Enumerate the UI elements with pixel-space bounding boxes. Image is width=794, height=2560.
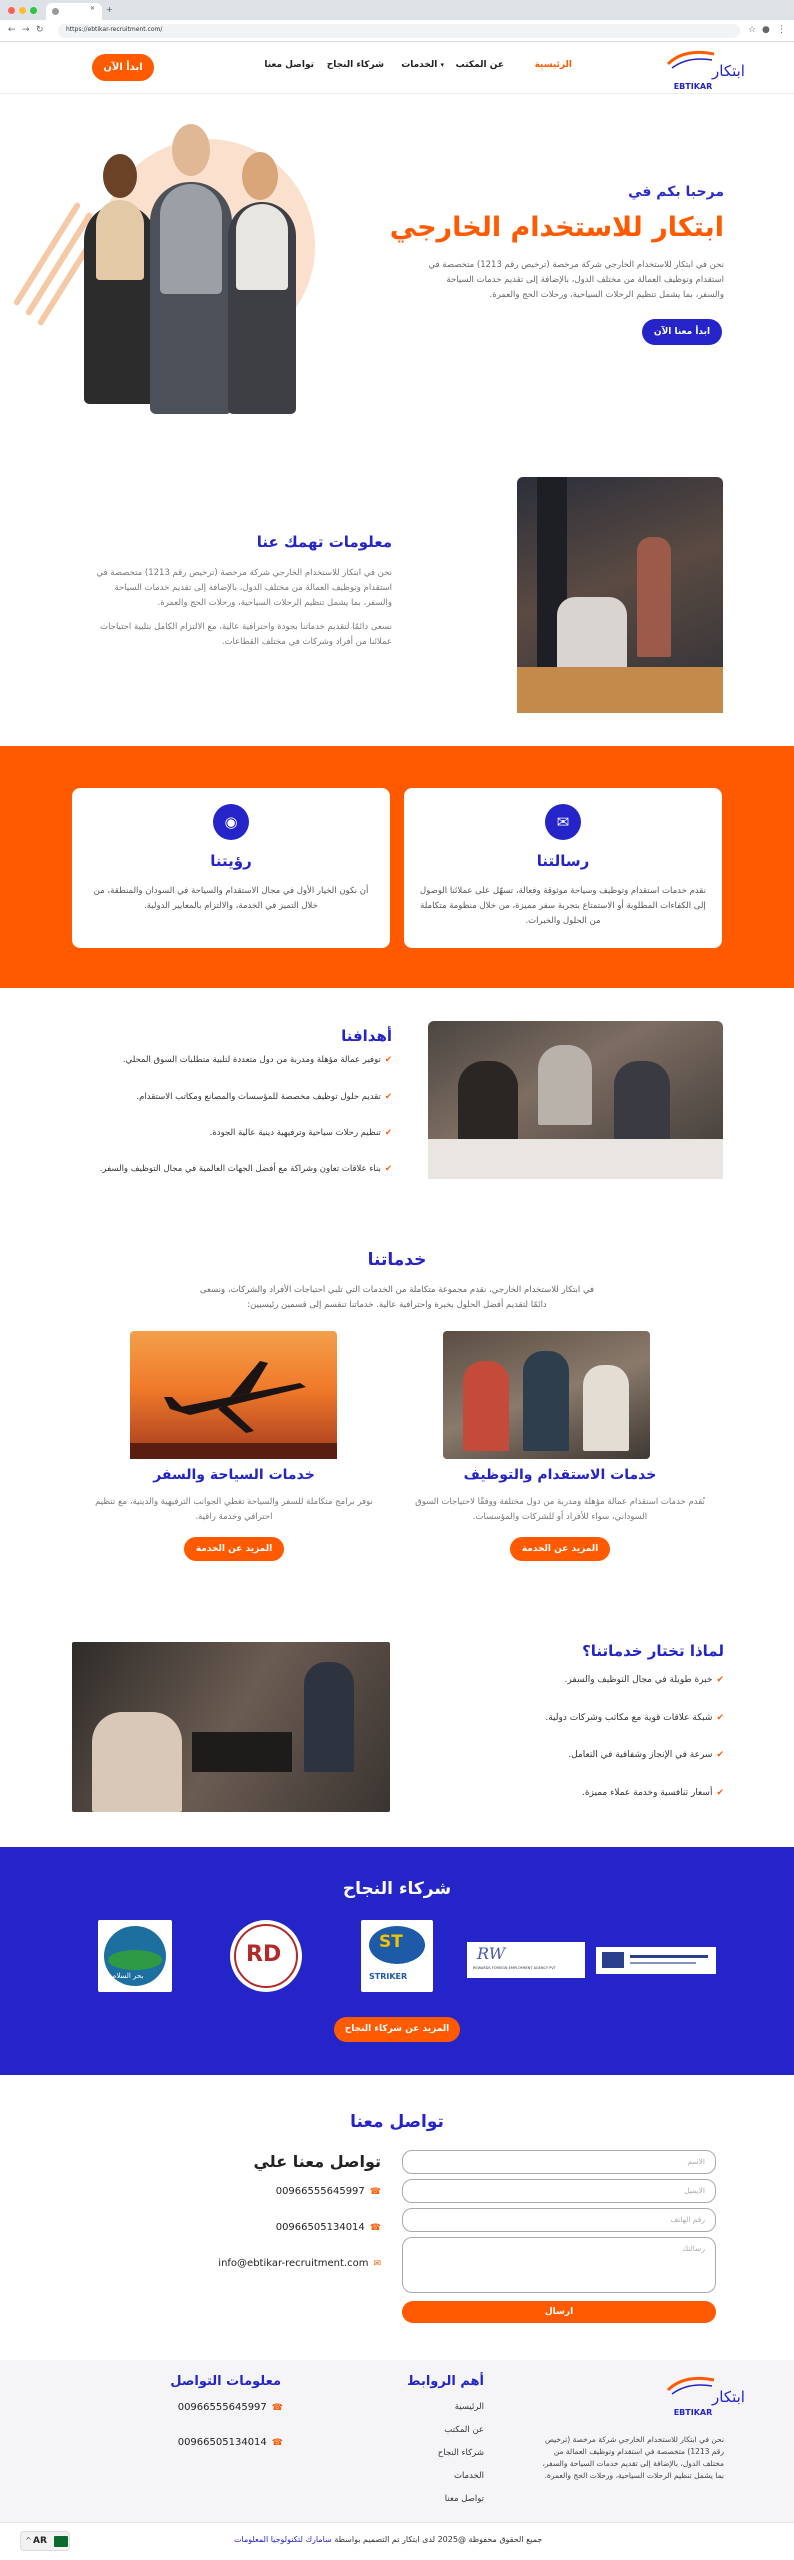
decor-stripe (13, 202, 82, 307)
image-detail (614, 1061, 670, 1151)
mission-vision-section (0, 746, 794, 988)
mission-card (404, 788, 722, 948)
check-icon: ✔ (384, 1128, 392, 1138)
phone-icon: ☎ (369, 2223, 381, 2233)
start-now-button[interactable]: ابدأ الآن (92, 54, 154, 81)
person-figure (236, 204, 288, 290)
image-detail (192, 1732, 292, 1772)
goal-item (136, 1092, 392, 1102)
image-detail (304, 1662, 354, 1772)
start-with-us-button[interactable]: ابدأ معنا الآن (642, 319, 722, 345)
nav-partners[interactable]: شركاء النجاح (326, 60, 384, 70)
phone-text: 00966555645997 (275, 2186, 365, 2197)
nav-contact[interactable]: تواصل معنا (264, 60, 314, 70)
maximize-window-button[interactable] (30, 7, 37, 14)
logo-shape (602, 1952, 624, 1968)
profile-icon[interactable]: ● (762, 25, 770, 35)
partners-title: شركاء النجاح (342, 1879, 452, 1899)
recruitment-service-title: خدمات الاستقدام والتوظيف (463, 1467, 657, 1483)
browser-toolbar (0, 20, 794, 42)
copyright-label: جميع الحقوق محفوظة @2025 لدى ابتكار تم التصميم بواسطة (334, 2535, 543, 2544)
email-icon: ✉ (373, 2259, 381, 2269)
footer-link[interactable]: عن المكتب (444, 2425, 484, 2435)
travel-service-text: نوفر برامج متكاملة للسفر والسياحة تغطي الجوانب الترفيهية والدينية، مع تنظيم احترافي وخدمة راقية. (95, 1497, 373, 1522)
footer-link[interactable]: الرئيسية (454, 2402, 484, 2412)
goals-title: أهدافنا (341, 1027, 392, 1045)
why-text: سرعة في الإنجاز وشفافية في التعامل. (568, 1750, 713, 1760)
svg-text:EBTIKAR: EBTIKAR (673, 82, 713, 91)
svg-text:EBTIKAR: EBTIKAR (673, 2408, 713, 2417)
address-bar[interactable] (58, 24, 740, 38)
phone-text: 00966555645997 (177, 2402, 267, 2413)
goal-item (123, 1055, 392, 1065)
travel-service-title: خدمات السياحة والسفر (153, 1467, 315, 1483)
goal-text: بناء علاقات تعاون وشراكة مع أفضل الجهات العالمية في مجال التوظيف والسفر. (99, 1164, 381, 1174)
person-head (172, 124, 210, 176)
person-figure (160, 184, 222, 294)
back-icon[interactable]: ← (8, 25, 16, 35)
image-detail (517, 667, 723, 713)
logo-caption: بحر السلام (112, 1972, 144, 1980)
svg-text:ابتكار: ابتكار (712, 2388, 745, 2406)
goal-item (210, 1128, 392, 1138)
recruitment-service-text: نُقدم خدمات استقدام عمالة مؤهلة ومدربة من دول مختلفة ووفقًا لاحتياجات السوق السوداني، سواء للأفراد أو للشركات والمؤسسات. (415, 1497, 705, 1522)
services-title: خدماتنا (367, 1250, 427, 1270)
phone-icon: ☎ (369, 2187, 381, 2197)
footer-description: نحن في ابتكار للاستخدام الخارجي شركة مرخصة (ترخيص رقم 1213) متخصصة في استقدام وتوظيف العمالة من مختلف الدول، بالإضافة إلى تقديم خدمات السياحة والسفر، بما يشمل تنظيم الرحلات السياحية، ورحلات الحج والعمرة. (542, 2435, 724, 2480)
check-icon: ✔ (384, 1055, 392, 1065)
contact-email[interactable] (218, 2258, 381, 2269)
about-paragraph: نسعى دائمًا لتقديم خدماتنا بجودة واحترافية عالية، مع الالتزام الكامل بتلبية احتياجات عملائنا من أفراد وشركات في مختلف القطاعات. (100, 622, 392, 647)
tab-strip (0, 0, 794, 20)
logo-shape (630, 1955, 708, 1958)
image-detail (538, 1045, 592, 1125)
submit-button[interactable]: ارسال (402, 2301, 716, 2323)
chevron-down-icon: ▾ (440, 61, 444, 69)
about-office-image (517, 477, 723, 713)
why-text: أسعار تنافسية وخدمة عملاء مميزة. (581, 1788, 713, 1798)
check-icon: ✔ (716, 1713, 724, 1723)
why-item (582, 1788, 724, 1798)
goal-text: تقديم حلول توظيف مخصصة للمؤسسات والمصانع ومكاتب الاستقدام. (136, 1092, 381, 1102)
image-detail (463, 1361, 509, 1451)
check-icon: ✔ (716, 1750, 724, 1760)
footer-link[interactable]: شركاء النجاح (437, 2448, 484, 2458)
nav-services-label: الخدمات (401, 60, 438, 70)
logo-shape (108, 1950, 162, 1970)
close-window-button[interactable] (8, 7, 15, 14)
chevron-up-icon: ^ (25, 2536, 32, 2545)
footer-logo[interactable] (662, 2372, 745, 2418)
language-switcher[interactable] (20, 2531, 70, 2551)
hero-greeting: مرحبا بكم في (628, 184, 724, 200)
person-head (242, 152, 278, 200)
image-detail (523, 1351, 569, 1451)
about-paragraph: نحن في ابتكار للاستخدام الخارجي شركة مرخصة (ترخيص رقم 1213) متخصصة في استقدام وتوظيف العمالة من مختلف الدول، بالإضافة إلى تقديم خدمات السياحة والسفر، بما يشمل تنظيم الرحلات السياحية، ورحلات الحج والعمرة. (96, 568, 392, 608)
language-label: AR (33, 2536, 47, 2546)
logo-shape (630, 1962, 696, 1964)
more-partners-button[interactable]: المزيد عن شركاء النجاح (334, 2017, 460, 2042)
minimize-window-button[interactable] (19, 7, 26, 14)
person-figure (96, 200, 144, 280)
field-placeholder: رقم الهاتف (670, 2215, 705, 2224)
goal-text: تنظيم رحلات سياحية وترفيهية دينية عالية الجودة. (209, 1128, 381, 1138)
vision-title: رؤيتنا (210, 852, 252, 870)
phone-text: 00966505134014 (177, 2437, 267, 2448)
message-field[interactable] (402, 2237, 716, 2293)
field-placeholder: الاسم (687, 2157, 705, 2166)
hero-section (0, 94, 794, 440)
footer-links-title: أهم الروابط (407, 2374, 484, 2389)
nav-home[interactable]: الرئيسية (534, 60, 572, 70)
hero-description: نحن في ابتكار للاستخدام الخارجي شركة مرخصة (ترخيص رقم 1213) متخصصة في استقدام وتوظيف العمالة من مختلف الدول، بالإضافة إلى تقديم خدمات السياحة والسفر، بما يشمل تنظيم الرحلات السياحية، ورحلات الحج والعمرة. (428, 260, 724, 300)
svg-text:ابتكار: ابتكار (712, 62, 745, 80)
copyright-text (234, 2535, 542, 2544)
services-intro: في ابتكار للاستخدام الخارجي، نقدم مجموعة متكاملة من الخدمات التي تلبي احتياجات الأفراد والشركات، ونسعى دائمًا لتقديم أفضل الحلول بخبرة واحترافية عالية. خدماتنا تنقسم إلى قسمين رئيسيين: (199, 1285, 595, 1310)
phone-icon: ☎ (271, 2403, 283, 2413)
contact-phone[interactable] (276, 2222, 381, 2233)
saudi-flag-icon (54, 2536, 68, 2547)
why-item (545, 1713, 724, 1723)
contact-subtitle: تواصل معنا علي (253, 2152, 381, 2171)
phone-field[interactable] (402, 2208, 716, 2232)
site-header (0, 42, 794, 94)
forward-icon[interactable]: → (22, 25, 30, 35)
contact-title: تواصل معنا (350, 2112, 444, 2132)
recruitment-agency-logo[interactable] (596, 1947, 716, 1974)
check-icon: ✔ (384, 1164, 392, 1174)
phone-icon: ☎ (271, 2438, 283, 2448)
mission-title: رسالتنا (536, 852, 590, 870)
footer-phone[interactable] (178, 2437, 283, 2448)
why-us-title: لماذا تختار خدماتنا؟ (582, 1642, 724, 1660)
striker-logo[interactable]: ST STRIKER (361, 1920, 433, 1992)
footer-contact-title: معلومات التواصل (170, 2374, 281, 2389)
goal-item (100, 1164, 392, 1174)
url-text: https://ebtikar-recruitment.com/ (66, 26, 163, 33)
about-title: معلومات تهمك عنا (256, 533, 392, 551)
bahar-al-salam-logo[interactable] (98, 1920, 172, 1992)
field-placeholder: رسالتك (681, 2244, 705, 2253)
why-item (565, 1675, 724, 1685)
copyright-bar (0, 2522, 794, 2560)
nav-services[interactable] (401, 60, 444, 70)
recruitment-service-image (443, 1331, 650, 1459)
check-icon: ✔ (716, 1788, 724, 1798)
person-head (103, 154, 137, 198)
contact-phone[interactable] (276, 2186, 381, 2197)
envelope-icon: ✉ (545, 804, 581, 840)
why-text: شبكة علاقات قوية مع مكاتب وشركات دولية. (545, 1713, 713, 1723)
why-us-image (72, 1642, 390, 1812)
email-text: info@ebtikar-recruitment.com (218, 2258, 369, 2269)
image-detail (92, 1712, 182, 1812)
image-detail (428, 1139, 723, 1179)
favicon-icon (52, 8, 59, 15)
travel-service-image (130, 1331, 337, 1459)
goals-meeting-image (428, 1021, 723, 1179)
image-detail (583, 1365, 629, 1451)
recruitment-more-button[interactable]: المزيد عن الخدمة (510, 1537, 610, 1561)
designer-link[interactable]: سامارك لتكنولوجيا المعلومات (234, 2535, 332, 2544)
browser-chrome (0, 0, 794, 42)
bookmark-star-icon[interactable]: ☆ (748, 25, 757, 35)
why-text: خبرة طويلة في مجال التوظيف والسفر. (564, 1675, 713, 1685)
phone-text: 00966505134014 (275, 2222, 365, 2233)
site-footer (0, 2360, 794, 2522)
image-detail (557, 597, 627, 677)
why-item (568, 1750, 724, 1760)
footer-link[interactable]: تواصل معنا (444, 2494, 484, 2504)
mission-text: نقدم خدمات استقدام وتوظيف وسياحة موثوقة وفعالة، تسهّل على عملائنا الوصول إلى الكفاءات المطلوبة أو الاستمتاع بتجربة سفر مميزة، من خلال منظومة متكاملة من الحلول والخبرات. (420, 886, 706, 926)
email-field[interactable] (402, 2179, 716, 2203)
close-tab-icon[interactable]: ✕ (90, 5, 96, 12)
check-icon: ✔ (384, 1092, 392, 1102)
eye-icon: ◉ (213, 804, 249, 840)
menu-dots-icon[interactable]: ⋮ (777, 25, 786, 35)
nav-about[interactable]: عن المكتب (455, 60, 504, 70)
logo-caption: STRIKER (369, 1972, 408, 1981)
logo-caption: REWARDS FOREIGN EMPLOYMENT AGENCY PVT (473, 1966, 556, 1970)
vision-text: أن نكون الخيار الأول في مجال الاستقدام والسياحة في السودان والمنطقة، من خلال التميز في الخدمة، والالتزام بالمعايير الدولية. (93, 886, 369, 911)
footer-link[interactable]: الخدمات (453, 2471, 484, 2481)
check-icon: ✔ (716, 1675, 724, 1685)
ebtikar-logo[interactable] (662, 46, 745, 92)
airplane-icon (130, 1331, 337, 1459)
footer-phone[interactable] (178, 2402, 283, 2413)
field-placeholder: الايميل (684, 2186, 705, 2195)
rewards-logo[interactable]: RW REWARDS FOREIGN EMPLOYMENT AGENCY PVT (467, 1942, 585, 1978)
logo-caption: RD (246, 1942, 282, 1967)
goal-text: توفير عمالة مؤهلة ومدربة من دول متعددة لتلبية متطلبات السوق المحلي. (122, 1055, 381, 1065)
reload-icon[interactable]: ↻ (36, 25, 44, 35)
vision-card (72, 788, 390, 948)
hero-title: ابتكار للاستخدام الخارجي (389, 212, 724, 243)
partners-section (0, 1847, 794, 2075)
rd-logo[interactable] (230, 1920, 302, 1992)
image-detail (637, 537, 671, 657)
name-field[interactable] (402, 2150, 716, 2174)
travel-more-button[interactable]: المزيد عن الخدمة (184, 1537, 284, 1561)
new-tab-icon[interactable]: + (106, 5, 113, 14)
